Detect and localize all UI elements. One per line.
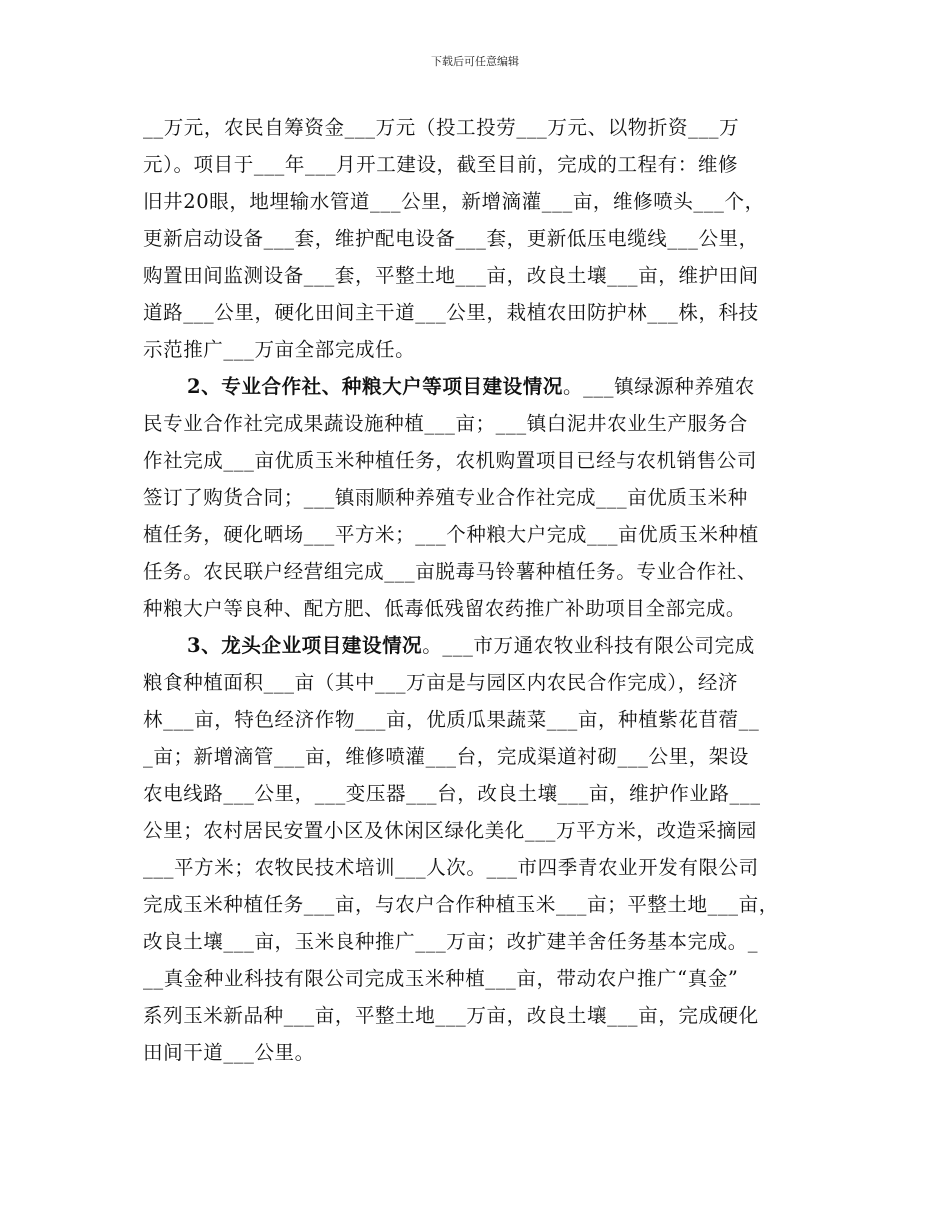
text-line: 民专业合作社完成果蔬设施种植___亩；___镇白泥井农业生产服务合 — [143, 412, 748, 435]
text-line: 元）。项目于___年___月开工建设，截至目前，完成的工程有：维修 — [143, 153, 739, 176]
page-header: 下载后可任意编辑 — [431, 55, 519, 68]
text-line: ___平方米；农牧民技术培训___人次。___市四季青农业开发有限公司 — [143, 856, 759, 879]
section-2-first-line — [143, 368, 813, 405]
text-line: __万元，农民自筹资金___万元（投工投劳___万元、以物折资___万 — [143, 116, 740, 139]
text-line: 种粮大户等良种、配方肥、低毒低残留农药推广补助项目全部完成。 — [143, 597, 747, 620]
text-line: 改良土壤___亩，玉米良种推广___万亩；改扩建羊舍任务基本完成。_ — [143, 930, 759, 953]
section-3-heading: 3、龙头企业项目建设情况 — [187, 634, 423, 657]
text-line: 购置田间监测设备___套，平整土地___亩，改良土壤___亩，维护田间 — [143, 264, 759, 287]
text-line: 田间干道___公里。 — [143, 1041, 315, 1064]
text-line: 旧井20眼，地埋输水管道___公里，新增滴灌___亩，维修喷头___个， — [143, 190, 765, 213]
text-line: 更新启动设备___套，维护配电设备___套，更新低压电缆线___公里， — [143, 227, 759, 250]
text-line: 公里；农村居民安置小区及休闲区绿化美化___万平方米，改造采摘园 — [143, 819, 757, 842]
section-3-first-text: 。___市万通农牧业科技有限公司完成 — [422, 634, 755, 657]
text-line: 植任务，硬化晒场___平方米；___个种粮大户完成___亩优质玉米种植 — [143, 523, 759, 546]
section-3-first-line — [143, 627, 813, 664]
section-2-heading: 2、专业合作社、种粮大户等项目建设情况 — [187, 375, 563, 398]
text-line: 道路___公里，硬化田间主干道___公里，栽植农田防护林___株，科技 — [143, 301, 759, 324]
text-line: 林___亩，特色经济作物___亩，优质瓜果蔬菜___亩，种植紫花苜蓿__ — [143, 708, 760, 731]
paragraph-section-3 — [143, 627, 813, 1071]
text-line: 签订了购货合同；___镇雨顺种养殖专业合作社完成___亩优质玉米种 — [143, 486, 748, 509]
document-body — [143, 109, 813, 1071]
text-line: 任务。农民联户经营组完成___亩脱毒马铃薯种植任务。专业合作社、 — [143, 560, 757, 583]
text-line: 系列玉米新品种___亩，平整土地___万亩，改良土壤___亩，完成硬化 — [143, 1004, 759, 1027]
text-line: _亩；新增滴管___亩，维修喷灌___台，完成渠道衬砌___公里，架设 — [143, 745, 750, 768]
text-line: 粮食种植面积___亩（其中___万亩是与园区内农民合作完成），经济 — [143, 671, 739, 694]
text-line: __真金种业科技有限公司完成玉米种植___亩，带动农户推广“真金” — [143, 967, 739, 990]
text-line: 完成玉米种植任务___亩，与农户合作种植玉米___亩；平整土地___亩， — [143, 893, 779, 916]
paragraph-1 — [143, 109, 813, 368]
section-2-first-text: 。___镇绿源种养殖农 — [562, 375, 755, 398]
text-line: 示范推广___万亩全部完成任。 — [143, 338, 416, 361]
text-line: 农电线路___公里，___变压器___台，改良土壤___亩，维护作业路___ — [143, 782, 761, 805]
text-line: 作社完成___亩优质玉米种植任务，农机购置项目已经与农机销售公司 — [143, 449, 757, 472]
paragraph-section-2 — [143, 368, 813, 627]
